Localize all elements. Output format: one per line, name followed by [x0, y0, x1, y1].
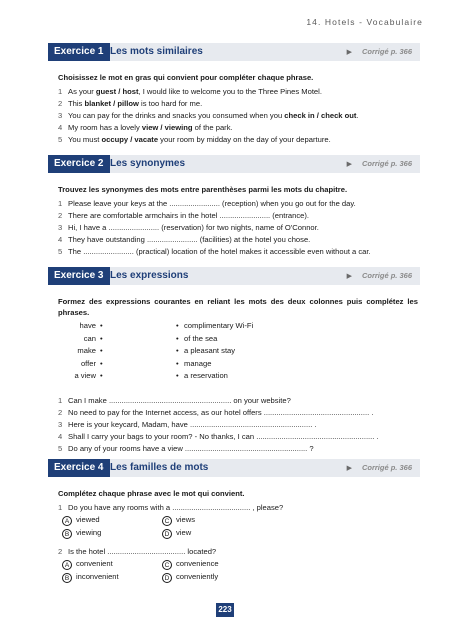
- list-item: 4 They have outstanding ........................ (facilities) at the hotel you chose.: [58, 235, 311, 244]
- option-c[interactable]: C views: [162, 514, 195, 526]
- match-row: [58, 345, 358, 357]
- bullet-icon[interactable]: •: [176, 371, 179, 380]
- exercise-tab: Exercice 1: [48, 43, 110, 61]
- instruction: Trouvez les synonymes des mots entre parenthèses parmi les mots du chapitre.: [58, 185, 348, 194]
- list-item: 3 Hi, I have a ........................ (reservation) for two nights, name of O'Connor.: [58, 223, 319, 232]
- list-item: 1 Please leave your keys at the ........................ (reception) when you go out for the day.: [58, 199, 356, 208]
- bullet-icon[interactable]: •: [100, 333, 103, 343]
- list-item: 2 This blanket / pillow is too hard for me.: [58, 99, 203, 108]
- match-right-phrase[interactable]: a reservation: [184, 371, 228, 380]
- match-right-phrase[interactable]: of the sea: [184, 333, 218, 343]
- correction-link[interactable]: ▶ Corrigé p. 366: [346, 271, 412, 280]
- page-number: 223: [216, 603, 234, 617]
- running-head: 14. Hotels - Vocabulaire: [306, 17, 423, 27]
- list-item: 1 Can I make .......................................................... on your website?: [58, 396, 291, 405]
- question: 1 Do you have any rooms with a ..................................... , please?: [58, 503, 284, 512]
- option-c[interactable]: C convenience: [162, 558, 219, 570]
- match-left-word[interactable]: a view: [74, 371, 96, 380]
- letter-circle-icon: A: [62, 516, 72, 526]
- match-row: [58, 333, 358, 345]
- letter-circle-icon: D: [162, 529, 172, 539]
- exercise-title: Les mots similaires: [110, 46, 203, 57]
- list-item: 2 There are comfortable armchairs in the hotel ........................ (entrance).: [58, 211, 309, 220]
- bullet-icon[interactable]: •: [100, 371, 103, 380]
- match-left-word[interactable]: have: [79, 321, 96, 330]
- exercise-header: [48, 459, 420, 477]
- option-b[interactable]: B inconvenient: [62, 571, 119, 583]
- triangle-right-icon: ▶: [346, 49, 352, 56]
- exercise-tab: Exercice 4: [48, 459, 110, 477]
- options-group: [62, 514, 450, 538]
- exercise-title: Les synonymes: [110, 158, 186, 169]
- match-row: [58, 358, 358, 370]
- triangle-right-icon: ▶: [346, 465, 352, 472]
- item-list: [58, 86, 420, 146]
- match-row: [58, 370, 358, 382]
- exercise-tab: Exercice 3: [48, 267, 110, 285]
- instruction: Choisissez le mot en gras qui convient pour compléter chaque phrase.: [58, 73, 314, 82]
- option-a[interactable]: A convenient: [62, 558, 113, 570]
- match-right-phrase[interactable]: manage: [184, 358, 212, 368]
- exercise-title: Les familles de mots: [110, 462, 209, 473]
- bullet-icon[interactable]: •: [100, 358, 103, 368]
- match-row: [58, 320, 358, 332]
- letter-circle-icon: C: [162, 560, 172, 570]
- question: 2 Is the hotel ..................................... located?: [58, 547, 217, 556]
- list-item: 1 As your guest / host, I would like to welcome you to the Three Pines Motel.: [58, 87, 322, 96]
- exercise-header: [48, 43, 420, 61]
- exercise-header: [48, 155, 420, 173]
- list-item: 2 No need to pay for the Internet access, as our hotel offers .................................................. .: [58, 408, 374, 417]
- letter-circle-icon: B: [62, 529, 72, 539]
- correction-link[interactable]: ▶ Corrigé p. 366: [346, 159, 412, 168]
- instruction: Complétez chaque phrase avec le mot qui convient.: [58, 489, 245, 498]
- triangle-right-icon: ▶: [346, 273, 352, 280]
- bullet-icon[interactable]: •: [176, 321, 179, 330]
- letter-circle-icon: A: [62, 560, 72, 570]
- match-right-phrase[interactable]: a pleasant stay: [184, 346, 236, 355]
- exercise-1: [0, 43, 450, 146]
- list-item: 3 You can pay for the drinks and snacks you consumed when you check in / check out.: [58, 111, 359, 120]
- match-left-word[interactable]: can: [83, 333, 96, 343]
- exercise-4: [0, 459, 450, 582]
- list-item: 4 My room has a lovely view / viewing of the park.: [58, 123, 233, 132]
- bullet-icon[interactable]: •: [100, 346, 103, 355]
- list-item: 3 Here is your keycard, Madam, have .......................................................... .: [58, 420, 317, 429]
- matching-columns: [58, 320, 450, 384]
- option-a[interactable]: A viewed: [62, 514, 100, 526]
- exercise-title: Les expressions: [110, 270, 189, 281]
- bullet-icon[interactable]: •: [176, 346, 179, 355]
- exercise-tab: Exercice 2: [48, 155, 110, 173]
- match-left-word[interactable]: offer: [80, 358, 96, 368]
- option-b[interactable]: B viewing: [62, 527, 101, 539]
- bullet-icon[interactable]: •: [176, 333, 179, 343]
- letter-circle-icon: D: [162, 573, 172, 583]
- match-right-phrase[interactable]: complimentary Wi-Fi: [184, 321, 254, 330]
- letter-circle-icon: C: [162, 516, 172, 526]
- option-d[interactable]: D view: [162, 527, 191, 539]
- exercise-header: [48, 267, 420, 285]
- match-left-word[interactable]: make: [77, 346, 96, 355]
- options-group: [62, 558, 450, 582]
- list-item: 5 The ........................ (practical) location of the hotel makes it accessible even without a car.: [58, 247, 371, 256]
- triangle-right-icon: ▶: [346, 161, 352, 168]
- list-item: 5 Do any of your rooms have a view .......................................................... ?: [58, 444, 314, 453]
- item-list: [58, 395, 420, 455]
- letter-circle-icon: B: [62, 573, 72, 583]
- correction-link[interactable]: ▶ Corrigé p. 366: [346, 47, 412, 56]
- exercise-3: [0, 267, 450, 455]
- bullet-icon[interactable]: •: [100, 321, 103, 330]
- bullet-icon[interactable]: •: [176, 358, 179, 368]
- correction-link[interactable]: ▶ Corrigé p. 366: [346, 463, 412, 472]
- list-item: 5 You must occupy / vacate your room by midday on the day of your departure.: [58, 135, 331, 144]
- item-list: [58, 198, 420, 258]
- list-item: 4 Shall I carry your bags to your room? - No thanks, I can ........................................................ .: [58, 432, 379, 441]
- option-d[interactable]: D conveniently: [162, 571, 218, 583]
- instruction: Formez des expressions courantes en reliant les mots des deux colonnes puis complétez les phrases.: [58, 297, 418, 317]
- exercise-2: [0, 155, 450, 258]
